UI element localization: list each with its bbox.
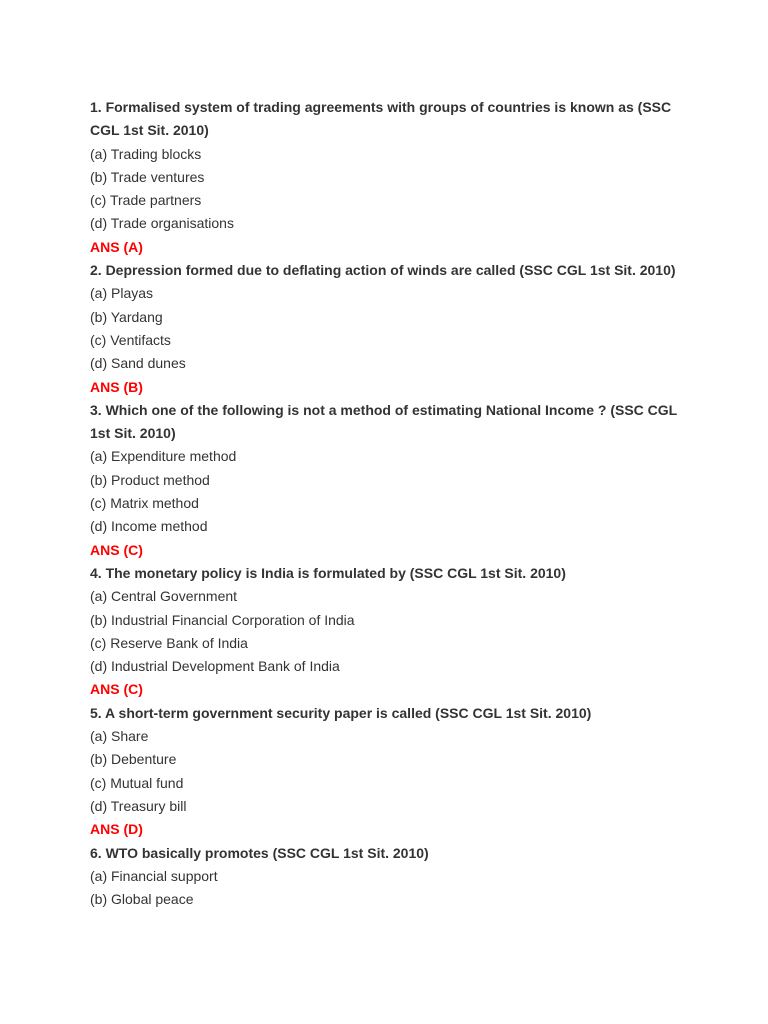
option-a: (a) Share [90,728,149,745]
answer-label: ANS (A) [90,238,143,255]
question-block-5 [90,702,680,842]
option-b: (b) Global peace [90,891,194,908]
option-b: (b) Product method [90,471,210,488]
option-d: (d) Income method [90,518,208,535]
question-block-3 [90,399,680,562]
option-c: (c) Ventifacts [90,331,171,348]
option-a: (a) Financial support [90,867,218,884]
option-a: (a) Central Government [90,588,238,605]
question-block-4 [90,562,680,702]
option-d: (d) Treasury bill [90,797,187,814]
option-b: (b) Industrial Financial Corporation of India [90,611,355,628]
question-text: 6. WTO basically promotes (SSC CGL 1st Sit. 2010) [90,844,429,861]
quiz-document [90,96,680,911]
option-b: (b) Trade ventures [90,168,205,185]
option-a: (a) Trading blocks [90,145,202,162]
option-b: (b) Yardang [90,308,163,325]
answer-label: ANS (C) [90,681,143,698]
option-c: (c) Mutual fund [90,774,184,791]
option-a: (a) Playas [90,285,154,302]
question-text: 2. Depression formed due to deflating action of winds are called (SSC CGL 1st Sit. 2010) [90,262,676,279]
question-text: 3. Which one of the following is not a method of estimating National Income ? (SSC CGL 1st Sit. 2010) [90,401,677,442]
option-c: (c) Reserve Bank of India [90,634,248,651]
question-block-2 [90,259,680,399]
option-a: (a) Expenditure method [90,448,237,465]
answer-label: ANS (D) [90,821,143,838]
question-block-6 [90,842,680,912]
option-d: (d) Trade organisations [90,215,234,232]
answer-label: ANS (C) [90,541,143,558]
option-d: (d) Industrial Development Bank of India [90,658,340,675]
question-text: 4. The monetary policy is India is formulated by (SSC CGL 1st Sit. 2010) [90,564,566,581]
question-text: 1. Formalised system of trading agreements with groups of countries is known as (SSC CGL 1st Sit. 2010) [90,99,672,139]
option-c: (c) Matrix method [90,495,199,512]
question-block-1 [90,96,680,259]
question-text: 5. A short-term government security paper is called (SSC CGL 1st Sit. 2010) [90,704,592,721]
option-d: (d) Sand dunes [90,355,186,372]
option-b: (b) Debenture [90,751,177,768]
answer-label: ANS (B) [90,378,143,395]
option-c: (c) Trade partners [90,192,202,209]
